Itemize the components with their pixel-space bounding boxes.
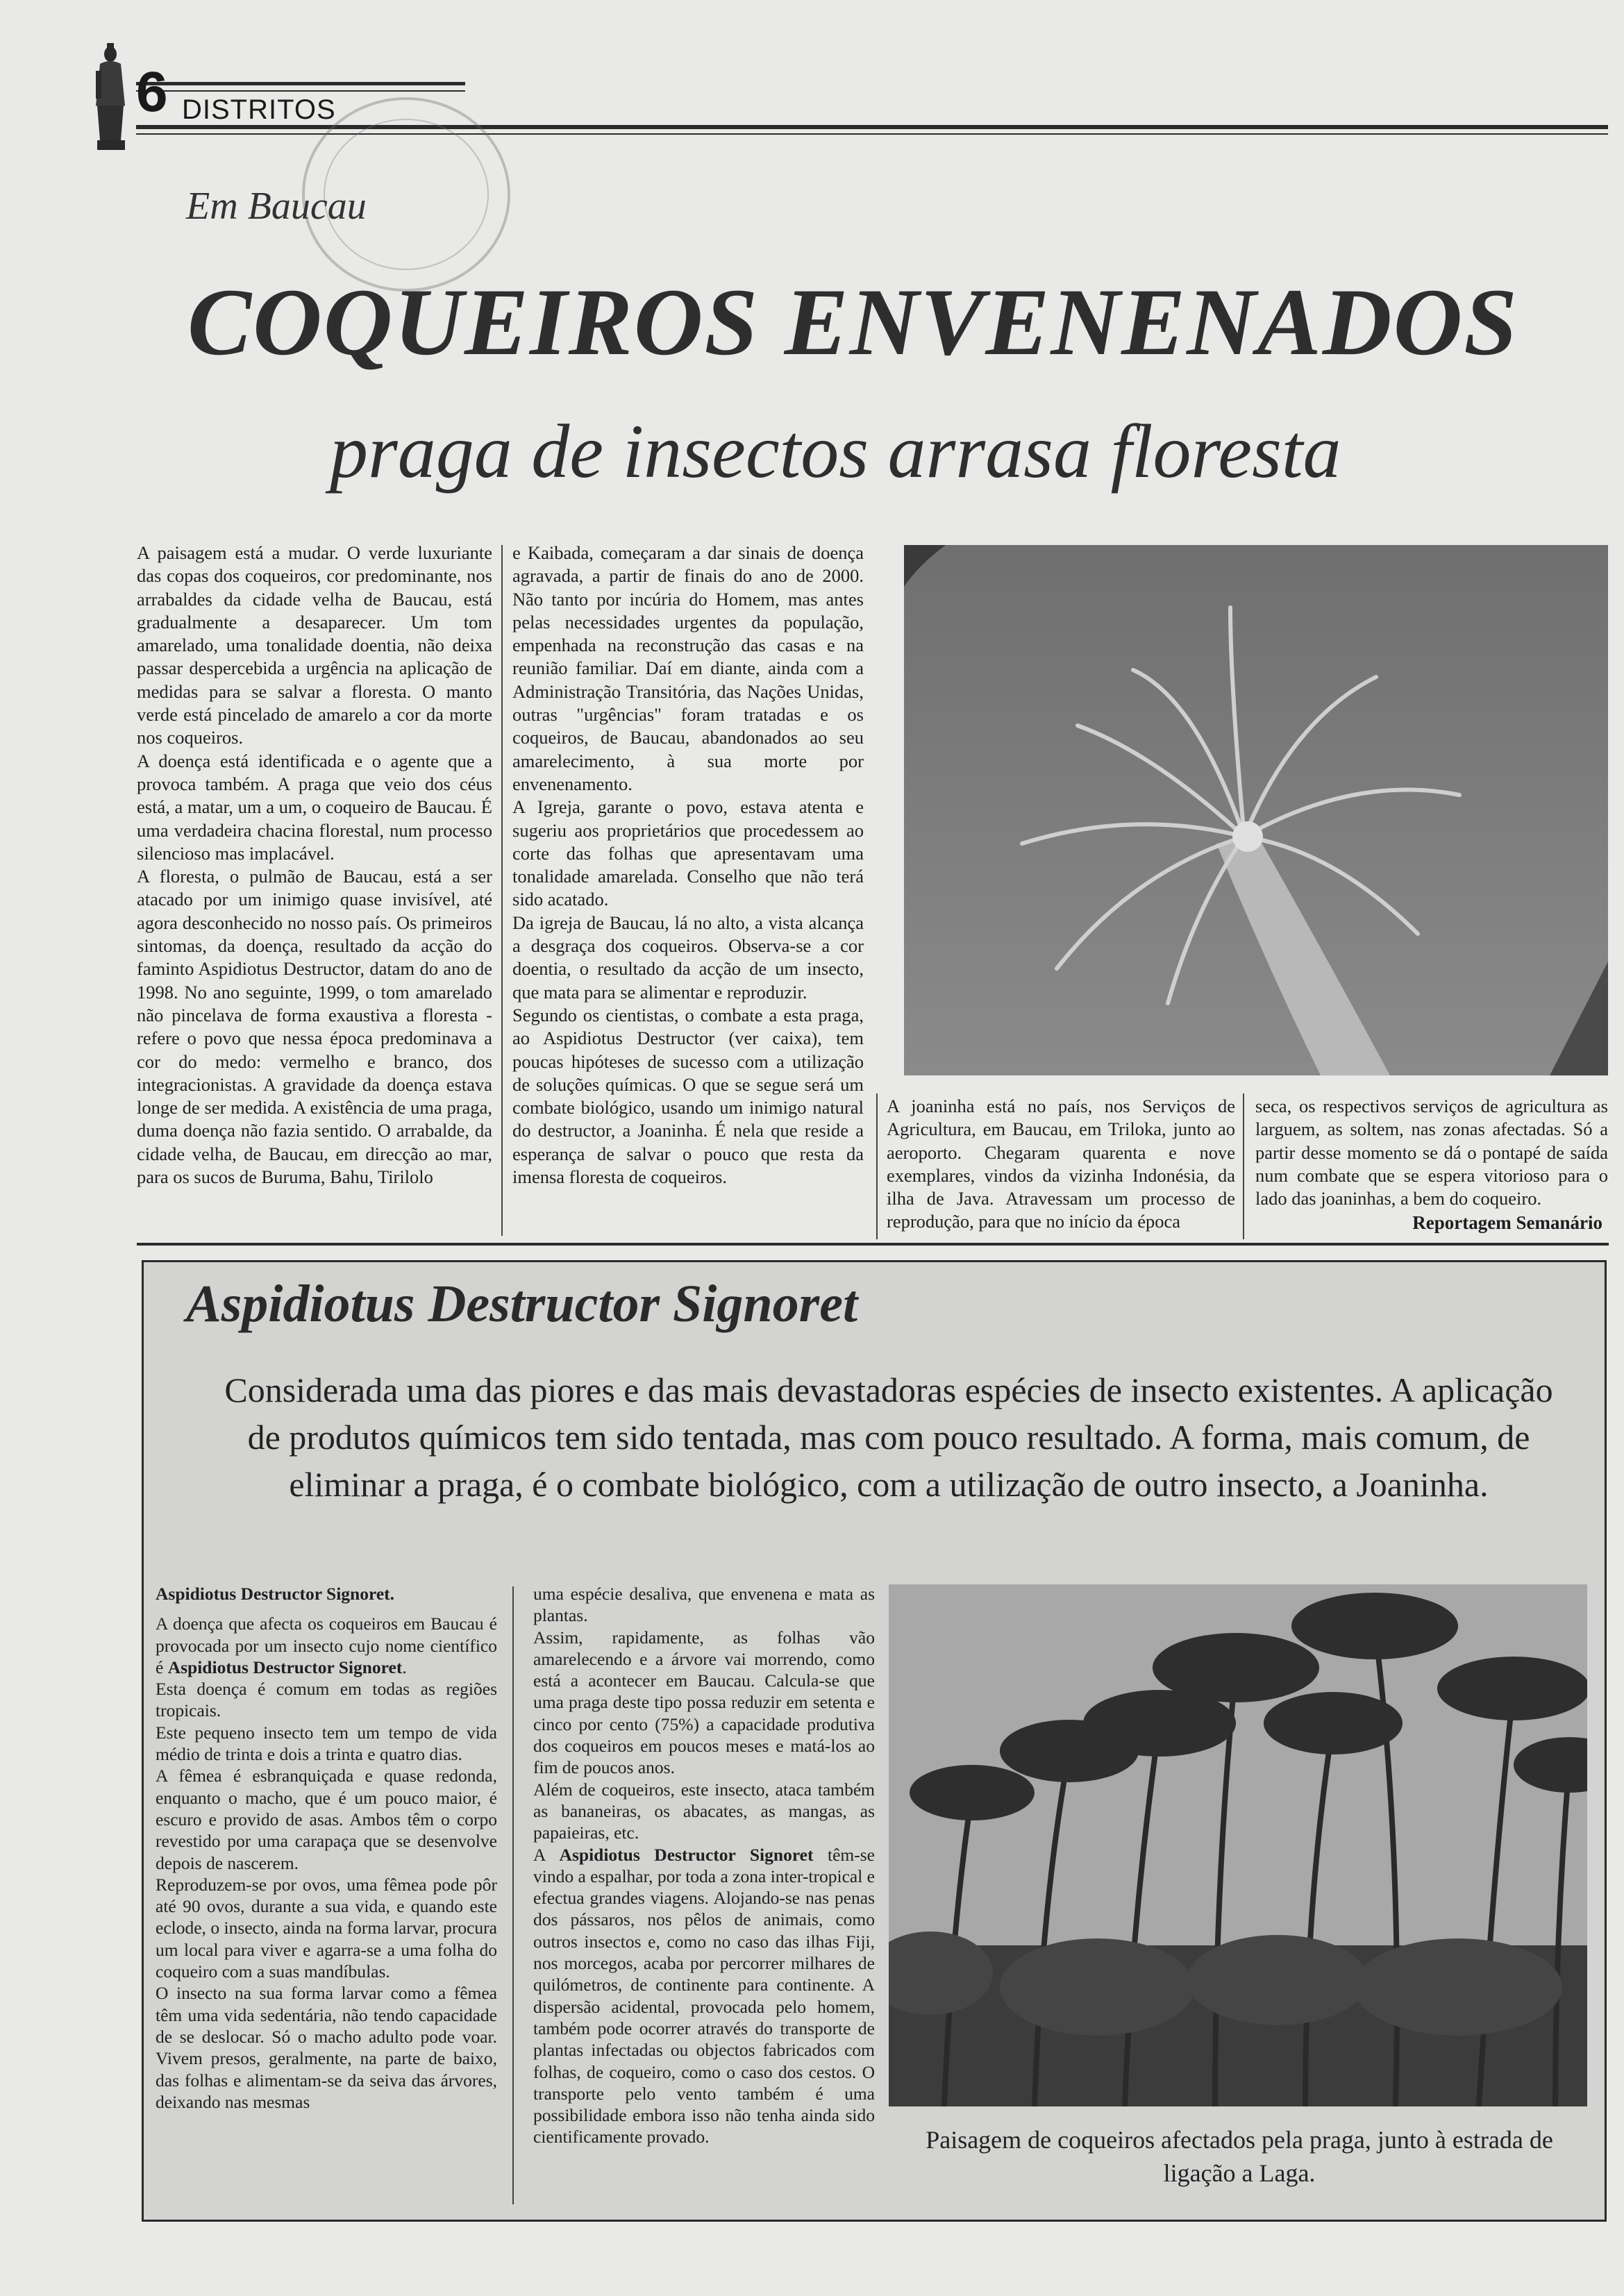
box-paragraph: O insecto na sua forma larvar como a fêmea têm uma vida sedentária, não tendo capacidade de se deslocar. Só o macho adulto pode voar. Vivem presos, geralmente, na parte de baixo, das folhas e alimentam-se da seiva das árvores, deixando nas mesmas xyxy=(156,1983,497,2112)
box-paragraph: A Aspidiotus Destructor Signoret têm-se vindo a espalhar, por toda a zona inter-tropical e efectua grandes viagens. Alojando-se nas penas dos pássaros, nos pêlos de animais, como outros insectos e, como no caso das ilhas Fiji, nos morcegos, acaba por percorrer milhares de quilómetros, de continente para continente. A dispersão acidental, provocada pelo homem, também pode ocorrer através do transporte de plantas infectadas ou objectos fabricados com folhas, de coqueiro, como o caso dos cestos. O transporte pelo vento também é uma possibilidade embora isso não tenha ainda sido cientificamente provado. xyxy=(533,1844,875,2147)
article-bottom-rule xyxy=(137,1243,1609,1246)
article-paragraph: A floresta, o pulmão de Baucau, está a ser atacado por um inimigo quase invisível, até agora desconhecido no nosso país. Os primeiros sintomas, da doença, resultado da acção do faminto Aspidiotus Destructor, datam do ano de 1998. No ano seguinte, 1999, o tom amarelado não pincelava de forma exaustiva a floresta - refere o povo que nessa época predominava a cor do medo: vermelho e branco, dos integracionistas. A gravidade da doença estava longe de ser medida. A existência de uma praga, duma doença não fazia sentido. O arrabalde, da cidade velha, de Baucau, em direcção ao mar, para os sucos de Buruma, Bahu, Tirilolo xyxy=(137,866,492,1188)
header-rule xyxy=(136,90,465,92)
article-paragraph: Segundo os cientistas, o combate a esta praga, ao Aspidiotus Destructor (ver caixa), tem poucas hipóteses de sucesso com a utilização de soluções químicas. O que se segue será um combate biológico, usando um inimigo natural do destructor, a Joaninha. É nela que reside a esperança de salvar o pouco que resta da imensa floresta de coqueiros. xyxy=(512,1004,864,1188)
box-paragraph: Assim, rapidamente, as folhas vão amarelecendo e a árvore vai morrendo, como está a acontecer em Baucau. Calcula-se que uma praga deste tipo possa reduzir em setenta e cinco por cento (75%) a capacidade produtiva dos coqueiros em poucos meses e matá-los ao fim de poucos anos. xyxy=(533,1627,875,1778)
article-column-1 xyxy=(137,542,492,1189)
box-title: Aspidiotus Destructor Signoret xyxy=(186,1275,858,1333)
box-paragraph: Esta doença é comum em todas as regiões tropicais. xyxy=(156,1679,497,1721)
article-headline: COQUEIROS ENVENENADOS xyxy=(187,269,1518,375)
page-number: 6 xyxy=(136,60,168,124)
article-column-2 xyxy=(512,542,864,1189)
box-paragraph: Reproduzem-se por ovos, uma fêmea pode pôr até 90 ovos, durante a sua vida, e quando este eclode, o insecto, ainda na forma larvar, procura um local para viver e agarra-se a uma folha do coqueiro com a suas mandíbulas. xyxy=(156,1874,497,1982)
coconut-grove-illustration xyxy=(889,1584,1587,2106)
box-paragraph: uma espécie desaliva, que envenena e mata as plantas. xyxy=(533,1584,875,1626)
article-paragraph: Da igreja de Baucau, lá no alto, a vista alcança a desgraça dos coqueiros. Observa-se a cor doentia, o resultado da acção de um insecto, que mata para se alimentar e reproduzir. xyxy=(512,912,864,1003)
box-paragraph: Além de coqueiros, este insecto, ataca também as bananeiras, os abacates, as mangas, as papaieiras, etc. xyxy=(533,1779,875,1843)
article-paragraph: e Kaibada, começaram a dar sinais de doença agravada, a partir de finais do ano de 2000. Não tanto por incúria do Homem, mas antes pelas necessidades urgentes da população, empenhada na reconstrução das casas e na reunião familiar. Daí em diante, ainda com a Administração Transitória, das Nações Unidas, outras "urgências" foram tratadas e os coqueiros, de Baucau, abandonados ao seu amarelecimento, à sua morte por envenenamento. xyxy=(512,542,864,794)
statue-logo-icon xyxy=(87,43,133,154)
box-paragraph: A fêmea é esbranquiçada e quase redonda, enquanto o macho, que é um pouco maior, é escuro e provido de asas. Ambos têm o corpo revestido por uma carapaça que se desenvolve depois de nascerem. xyxy=(156,1766,497,1873)
article-paragraph: A Igreja, garante o povo, estava atenta e sugeriu aos proprietários que procedessem ao corte das folhas que apresentavam uma tonalidade amarelada. Conselho que não terá sido acatado. xyxy=(512,796,864,910)
box-column-2 xyxy=(533,1583,875,2148)
column-divider xyxy=(501,545,503,1236)
article-column-4: seca, os respectivos serviços de agricultura as larguem, as soltem, nas zonas afectadas. Só a partir desse momento se dá o pontapé de saída num combate que se espera vitorioso para o lado das joaninhas, a bem do coqueiro. xyxy=(1255,1096,1608,1209)
article-column-3: A joaninha está no país, nos Serviços de Agricultura, em Baucau, em Triloka, junto ao aeroporto. Chegaram quarenta e nove exemplares, vindos da vizinha Indonésia, da ilha de Java. Atravessam um processo de reprodução, para que no início da época xyxy=(887,1096,1235,1232)
photo-caption: Paisagem de coqueiros afectados pela praga, junto à estrada de ligação a Laga. xyxy=(926,2126,1553,2187)
box-column-heading: Aspidiotus Destructor Signoret. xyxy=(156,1584,395,1604)
byline: Reportagem Semanário xyxy=(1412,1212,1602,1233)
article-subheadline: praga de insectos arrasa floresta xyxy=(330,409,1341,494)
coconut-grove-photo xyxy=(889,1584,1587,2106)
box-paragraph: A doença que afecta os coqueiros em Baucau é provocada por um insecto cujo nome científico é Aspidiotus Destructor Signoret. xyxy=(156,1614,497,1677)
palm-tree-illustration xyxy=(904,545,1608,1075)
column-divider xyxy=(512,1586,514,2204)
article-kicker: Em Baucau xyxy=(186,185,367,228)
article-paragraph: A doença está identificada e o agente que a provoca também. A praga que veio dos céus está, a matar, um a um, o coqueiro de Baucau. É uma verdadeira chacina florestal, num processo silencioso mas implacável. xyxy=(137,750,492,864)
header-rule xyxy=(136,82,465,85)
box-lead: Considerada uma das piores e das mais devastadoras espécies de insecto existentes. A aplicação de produtos químicos tem sido tentada, mas com pouco resultado. A forma, mais comum, de eliminar a praga, é o combate biológico, com a utilização de outro insecto, a Joaninha. xyxy=(224,1371,1553,1504)
box-paragraph: Este pequeno insecto tem um tempo de vida médio de trinta e dois a trinta e quatro dias. xyxy=(156,1722,497,1765)
column-divider xyxy=(876,1093,878,1239)
section-label: DISTRITOS xyxy=(182,94,336,125)
palm-tree-photo xyxy=(904,545,1608,1075)
column-divider xyxy=(1243,1093,1244,1239)
article-paragraph: A paisagem está a mudar. O verde luxuriante das copas dos coqueiros, cor predominante, nos arrabaldes da cidade velha de Baucau, está gradualmente a desaparecer. Um tom amarelado, uma tonalidade doentia, não deixa passar despercebida a urgência na aplicação de medidas para se salvar a floresta. O manto verde está pincelado de amarelo a cor da morte nos coqueiros. xyxy=(137,542,492,748)
box-column-1 xyxy=(156,1583,497,2113)
